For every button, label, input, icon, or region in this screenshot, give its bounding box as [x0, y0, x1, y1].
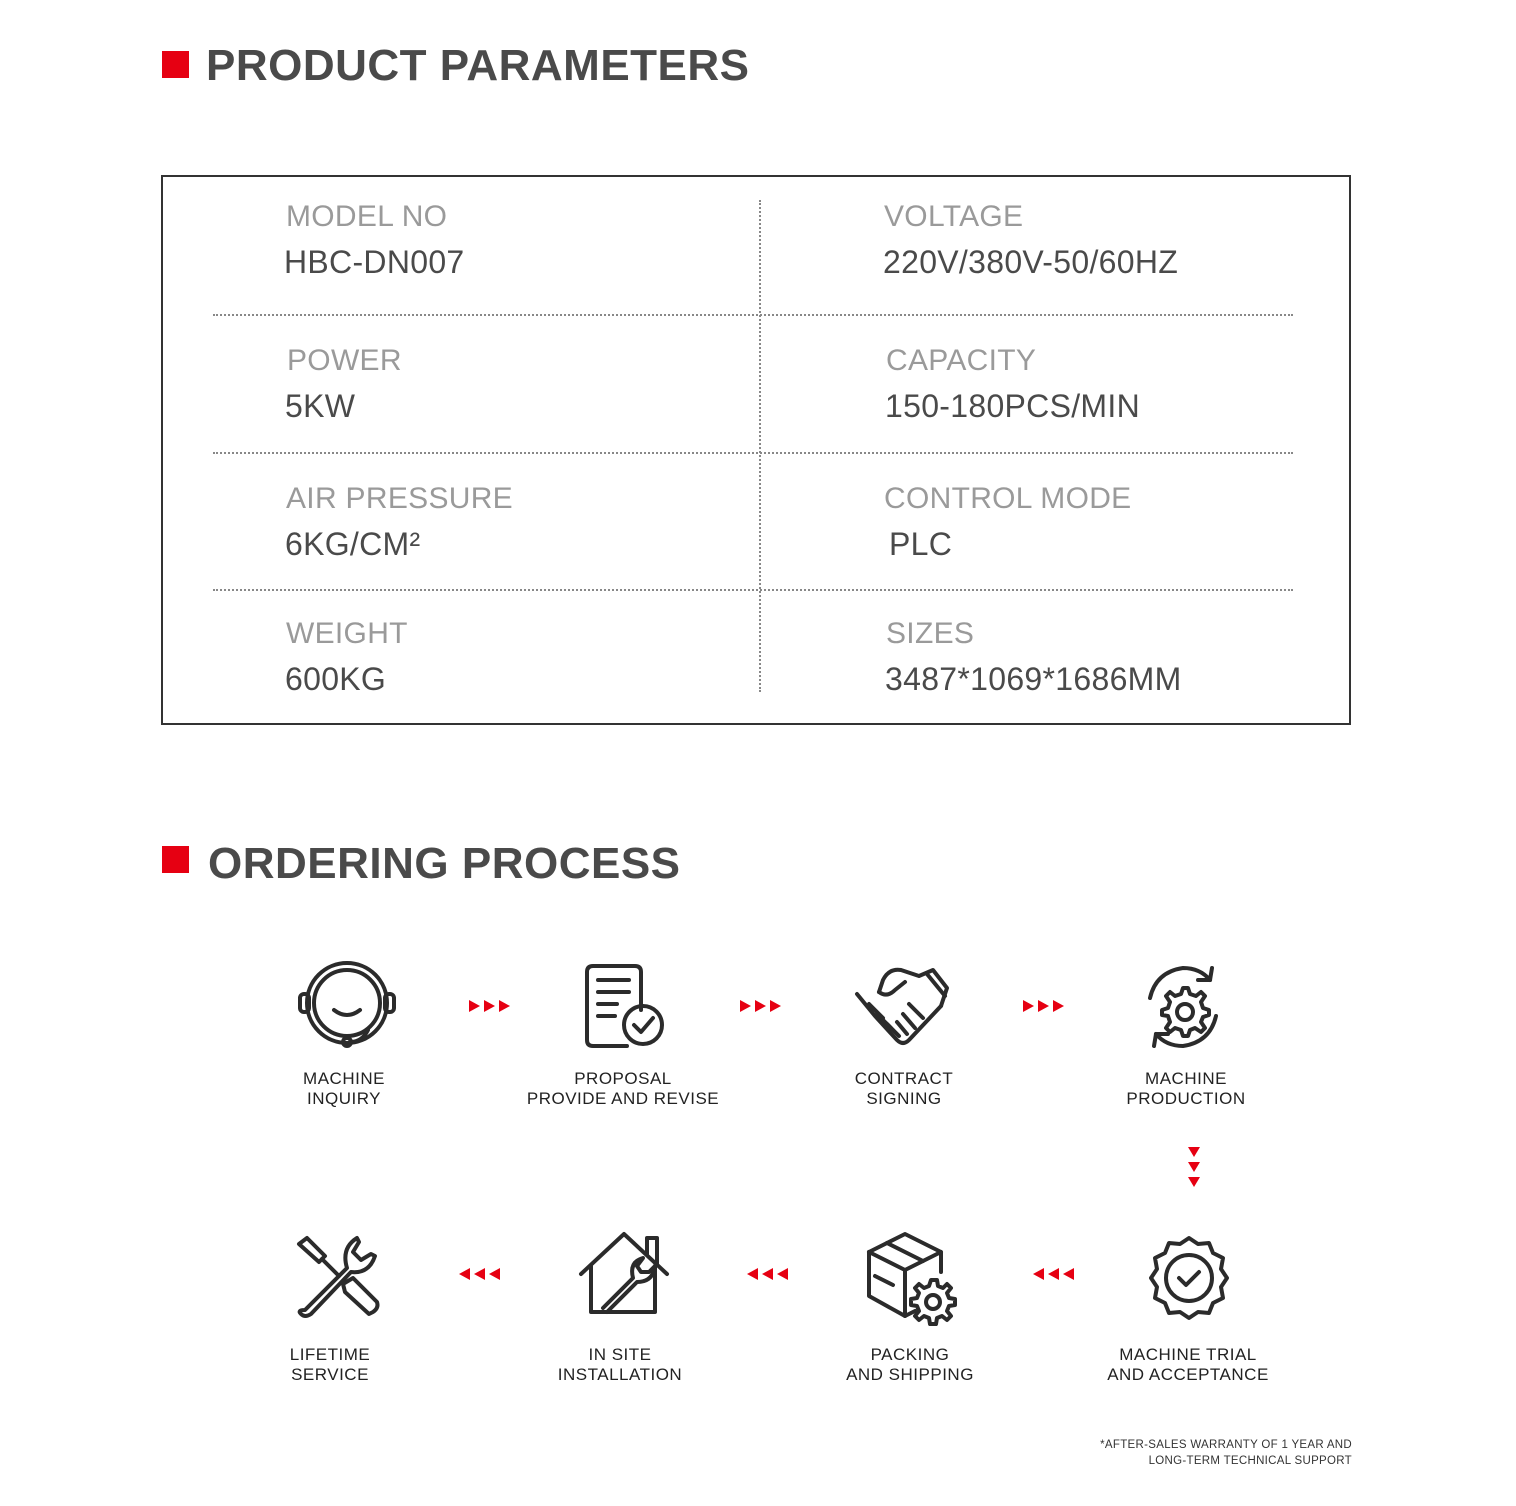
step-machine-trial: MACHINE TRIAL AND ACCEPTANCE	[1107, 1345, 1269, 1384]
param-label-control-mode: CONTROL MODE	[884, 482, 1132, 515]
step-installation: IN SITE INSTALLATION	[557, 1345, 683, 1384]
row-divider	[213, 589, 1293, 591]
step-machine-production: MACHINE PRODUCTION	[1126, 1069, 1246, 1108]
house-wrench-icon	[569, 1226, 679, 1326]
arrow-right-icon	[1023, 998, 1065, 1014]
warranty-footnote: *AFTER-SALES WARRANTY OF 1 YEAR AND LONG-TERM TECHNICAL SUPPORT	[1100, 1439, 1352, 1467]
param-value-weight: 600KG	[285, 661, 387, 697]
param-label-power: POWER	[287, 344, 402, 377]
param-value-sizes: 3487*1069*1686MM	[885, 661, 1182, 697]
param-value-control-mode: PLC	[889, 526, 953, 562]
handshake-icon	[849, 958, 959, 1058]
param-label-capacity: CAPACITY	[886, 344, 1037, 377]
section-title-ordering: ORDERING PROCESS	[208, 839, 681, 888]
section-marker	[162, 846, 189, 873]
param-value-air-pressure: 6KG/CM²	[285, 526, 421, 562]
param-label-model: MODEL NO	[286, 200, 448, 233]
badge-check-icon	[1134, 1226, 1244, 1326]
step-machine-inquiry: MACHINE INQUIRY	[303, 1069, 385, 1108]
row-divider	[213, 314, 1293, 316]
param-value-capacity: 150-180PCS/MIN	[885, 388, 1140, 424]
column-divider	[759, 200, 761, 692]
row-divider	[213, 452, 1293, 454]
param-label-air-pressure: AIR PRESSURE	[286, 482, 513, 515]
param-label-weight: WEIGHT	[286, 617, 408, 650]
param-value-model: HBC-DN007	[284, 244, 465, 280]
section-title-parameters: PRODUCT PARAMETERS	[206, 41, 750, 90]
arrow-left-icon	[1033, 1266, 1075, 1282]
step-lifetime-service: LIFETIME SERVICE	[289, 1345, 371, 1384]
param-value-voltage: 220V/380V-50/60HZ	[883, 244, 1179, 280]
gear-cycle-icon	[1128, 958, 1238, 1058]
tools-icon	[285, 1226, 395, 1326]
section-marker	[162, 51, 189, 78]
param-label-voltage: VOLTAGE	[884, 200, 1024, 233]
arrow-right-icon	[740, 998, 782, 1014]
arrow-down-icon	[1186, 1147, 1202, 1189]
headset-icon	[292, 958, 402, 1058]
arrow-right-icon	[469, 998, 511, 1014]
step-packing-shipping: PACKING AND SHIPPING	[846, 1345, 974, 1384]
param-label-sizes: SIZES	[886, 617, 975, 650]
arrow-left-icon	[459, 1266, 501, 1282]
step-proposal: PROPOSAL PROVIDE AND REVISE	[526, 1069, 720, 1108]
step-contract-signing: CONTRACT SIGNING	[854, 1069, 954, 1108]
document-check-icon	[571, 958, 681, 1058]
param-value-power: 5KW	[285, 388, 356, 424]
box-gear-icon	[855, 1226, 965, 1326]
arrow-left-icon	[747, 1266, 789, 1282]
